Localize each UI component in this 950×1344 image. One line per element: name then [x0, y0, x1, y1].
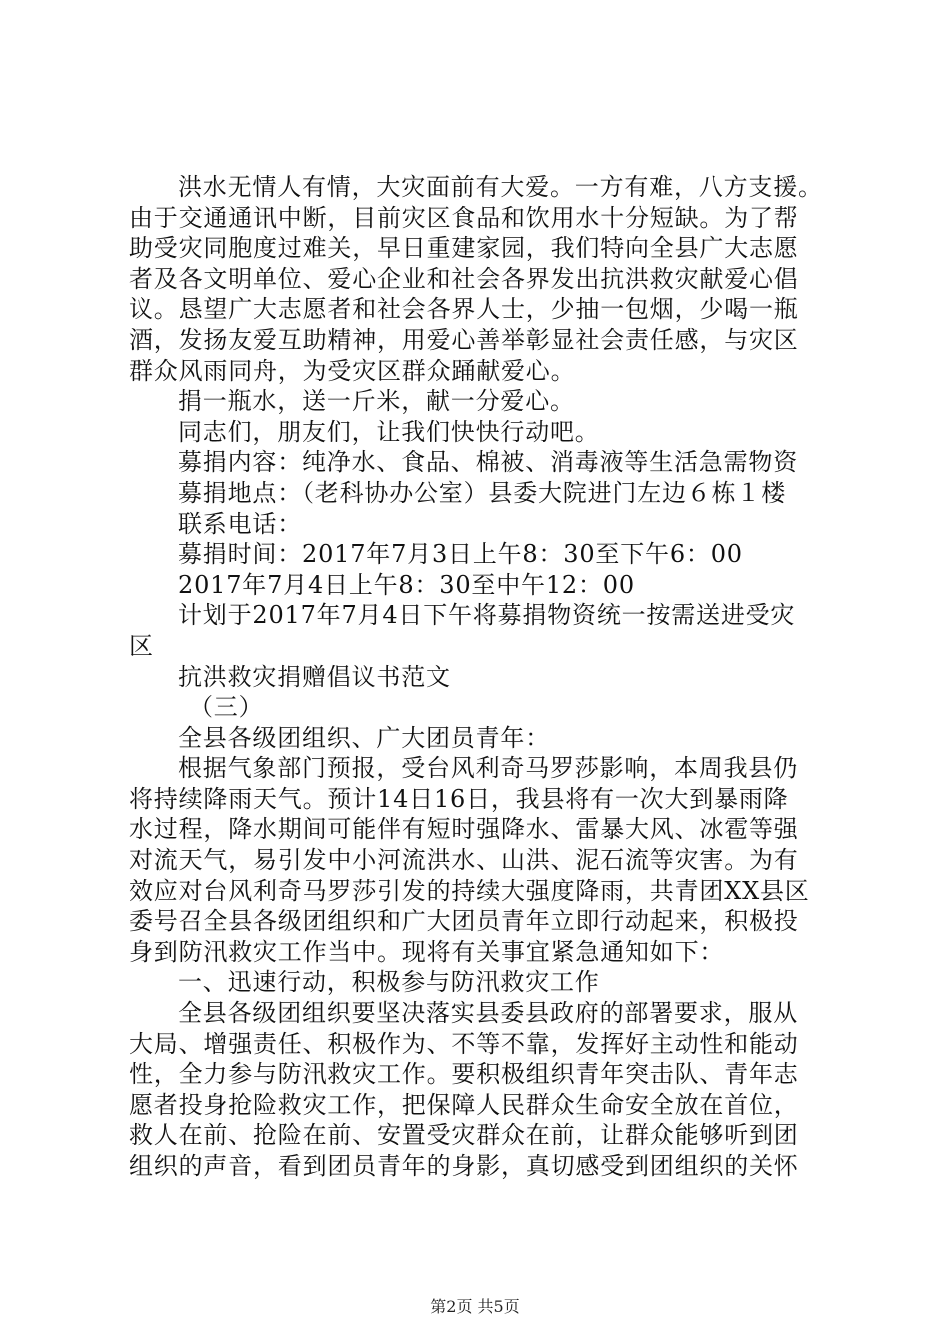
- text-line: 将持续降雨天气。预计14日16日，我县将有一次大到暴雨降: [129, 784, 789, 813]
- text-line: 者及各文明单位、爱心企业和社会各界发出抗洪救灾献爱心倡: [129, 264, 799, 293]
- text-line: 酒，发扬友爱互助精神，用爱心善举彰显社会责任感，与灾区: [129, 325, 799, 354]
- text-line: 性，全力参与防汛救灾工作。要积极组织青年突击队、青年志: [129, 1060, 799, 1089]
- text-line: 同志们，朋友们，让我们快快行动吧。: [178, 417, 600, 446]
- text-line: 助受灾同胞度过难关，早日重建家园，我们特向全县广大志愿: [129, 234, 799, 263]
- text-line: 洪水无情人有情，大灾面前有大爱。一方有难，八方支援。: [178, 173, 823, 201]
- page-number-footer: 第2页 共5页: [430, 1297, 520, 1316]
- text-line: 全县各级团组织、广大团员青年：: [178, 723, 550, 752]
- text-line: 区: [129, 631, 154, 660]
- text-line: 募捐地点：（老科协办公室）县委大院进门左边６栋１楼: [178, 478, 786, 507]
- text-line: 捐一瓶水，送一斤米，献一分爱心。: [178, 387, 575, 416]
- text-line: 水过程，降水期间可能伴有短时强降水、雷暴大风、冰雹等强: [129, 815, 799, 844]
- document-body: [129, 172, 829, 1182]
- text-line: 募捐时间：2017年7月3日上午8：30至下午6：00: [178, 540, 743, 569]
- text-line: 委号召全县各级团组织和广大团员青年立即行动起来，积极投: [129, 907, 799, 936]
- text-line: 群众风雨同舟，为受灾区群众踊献爱心。: [129, 356, 576, 385]
- text-line: 募捐内容：纯净水、食品、棉被、消毒液等生活急需物资: [178, 448, 798, 477]
- text-line: （三）: [189, 693, 264, 722]
- text-line: 议。恳望广大志愿者和社会各界人士，少抽一包烟，少喝一瓶: [129, 295, 799, 324]
- text-line: 2017年7月4日上午8：30至中午12：00: [178, 570, 635, 599]
- text-line: 身到防汛救灾工作当中。现将有关事宜紧急通知如下：: [129, 937, 725, 966]
- text-line: 联系电话：: [178, 509, 302, 538]
- section-heading: 一、迅速行动，积极参与防汛救灾工作: [178, 968, 600, 997]
- text-line: 愿者投身抢险救灾工作，把保障人民群众生命安全放在首位，: [129, 1090, 799, 1119]
- text-line: 由于交通通讯中断，目前灾区食品和饮用水十分短缺。为了帮: [129, 203, 799, 232]
- text-line: 根据气象部门预报，受台风利奇马罗莎影响，本周我县仍: [178, 754, 798, 783]
- text-line: 全县各级团组织要坚决落实县委县政府的部署要求，服从: [178, 999, 798, 1028]
- text-line: 救人在前、抢险在前、安置受灾群众在前，让群众能够听到团: [129, 1121, 799, 1150]
- text-line: 大局、增强责任、积极作为、不等不靠，发挥好主动性和能动: [129, 1029, 799, 1058]
- text-line: 计划于2017年7月4日下午将募捐物资统一按需送进受灾: [178, 601, 796, 630]
- text-line: 抗洪救灾捐赠倡议书范文: [178, 662, 451, 691]
- text-line: 组织的声音，看到团员青年的身影，真切感受到团组织的关怀: [129, 1152, 799, 1180]
- text-line: 对流天气，易引发中小河流洪水、山洪、泥石流等灾害。为有: [129, 846, 799, 875]
- text-line: 效应对台风利奇马罗莎引发的持续大强度降雨，共青团XX县区: [129, 876, 810, 905]
